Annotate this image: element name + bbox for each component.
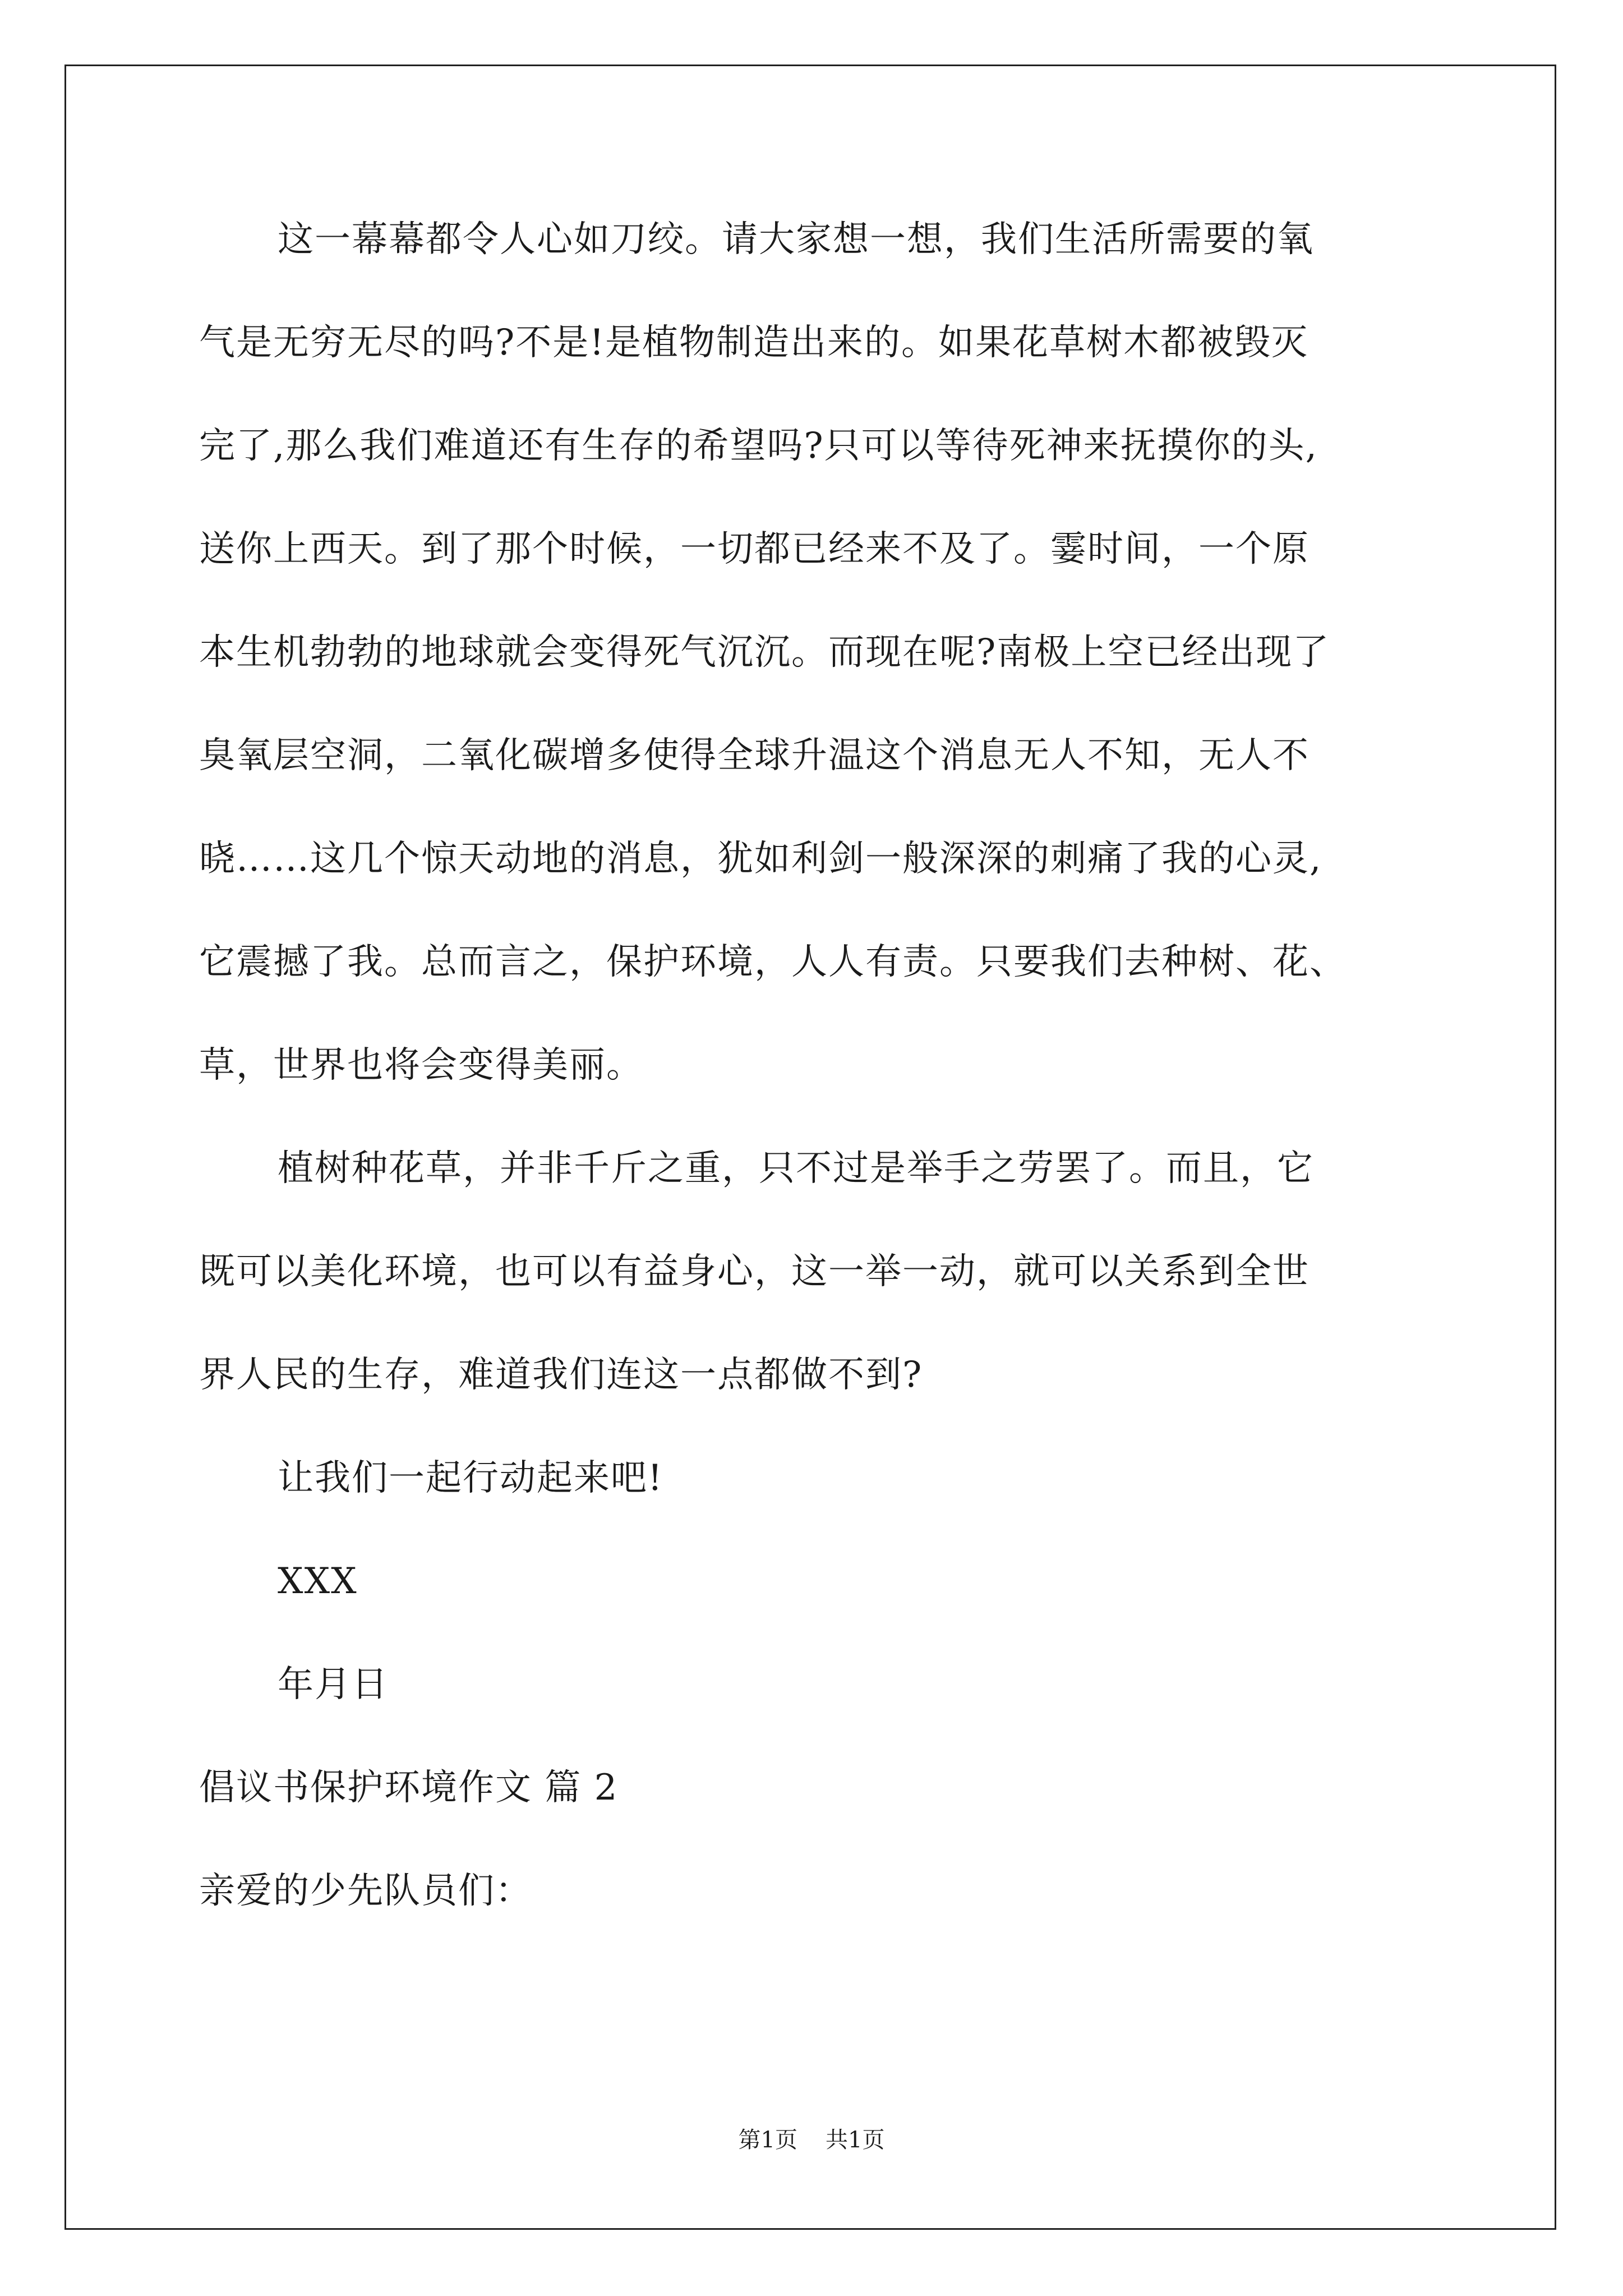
paragraph-line: 这一幕幕都令人心如刀绞。请大家想一想，我们生活所需要的氧 <box>278 219 1314 260</box>
paragraph-line: 臭氧层空洞，二氧化碳增多使得全球升温这个消息无人不知，无人不 <box>199 735 1310 776</box>
paragraph-line: 送你上西天。到了那个时候，一切都已经来不及了。霎时间，一个原 <box>199 528 1310 570</box>
paragraph-line: 界人民的生存，难道我们连这一点都做不到? <box>199 1354 923 1396</box>
section-title: 倡议书保护环境作文 篇 2 <box>199 1767 619 1809</box>
paragraph-line: 晓……这几个惊天动地的消息，犹如利剑一般深深的刺痛了我的心灵, <box>199 838 1322 880</box>
page-number: 第1页 <box>738 2127 797 2153</box>
call-to-action: 让我们一起行动起来吧! <box>278 1457 663 1499</box>
paragraph-line: 气是无穷无尽的吗?不是!是植物制造出来的。如果花草树木都被毁灭 <box>199 322 1309 364</box>
paragraph-line: 植树种花草，并非千斤之重，只不过是举手之劳罢了。而且，它 <box>278 1148 1314 1189</box>
document-body <box>199 219 1433 1976</box>
salutation: 亲爱的少先队员们： <box>199 1870 532 1912</box>
signature-date: 年月日 <box>278 1664 389 1705</box>
paragraph-line: 完了,那么我们难道还有生存的希望吗?只可以等待死神来抚摸你的头, <box>199 425 1318 467</box>
paragraph-line: 本生机勃勃的地球就会变得死气沉沉。而现在呢?南极上空已经出现了 <box>199 632 1330 673</box>
paragraph-line: 草，世界也将会变得美丽。 <box>199 1045 643 1086</box>
page-total: 共1页 <box>826 2127 885 2153</box>
signature-name: XXX <box>278 1561 358 1602</box>
page-footer <box>0 2129 1623 2151</box>
paragraph-line: 既可以美化环境，也可以有益身心，这一举一动，就可以关系到全世 <box>199 1251 1310 1292</box>
paragraph-line: 它震撼了我。总而言之，保护环境，人人有责。只要我们去种树、花、 <box>199 941 1347 983</box>
